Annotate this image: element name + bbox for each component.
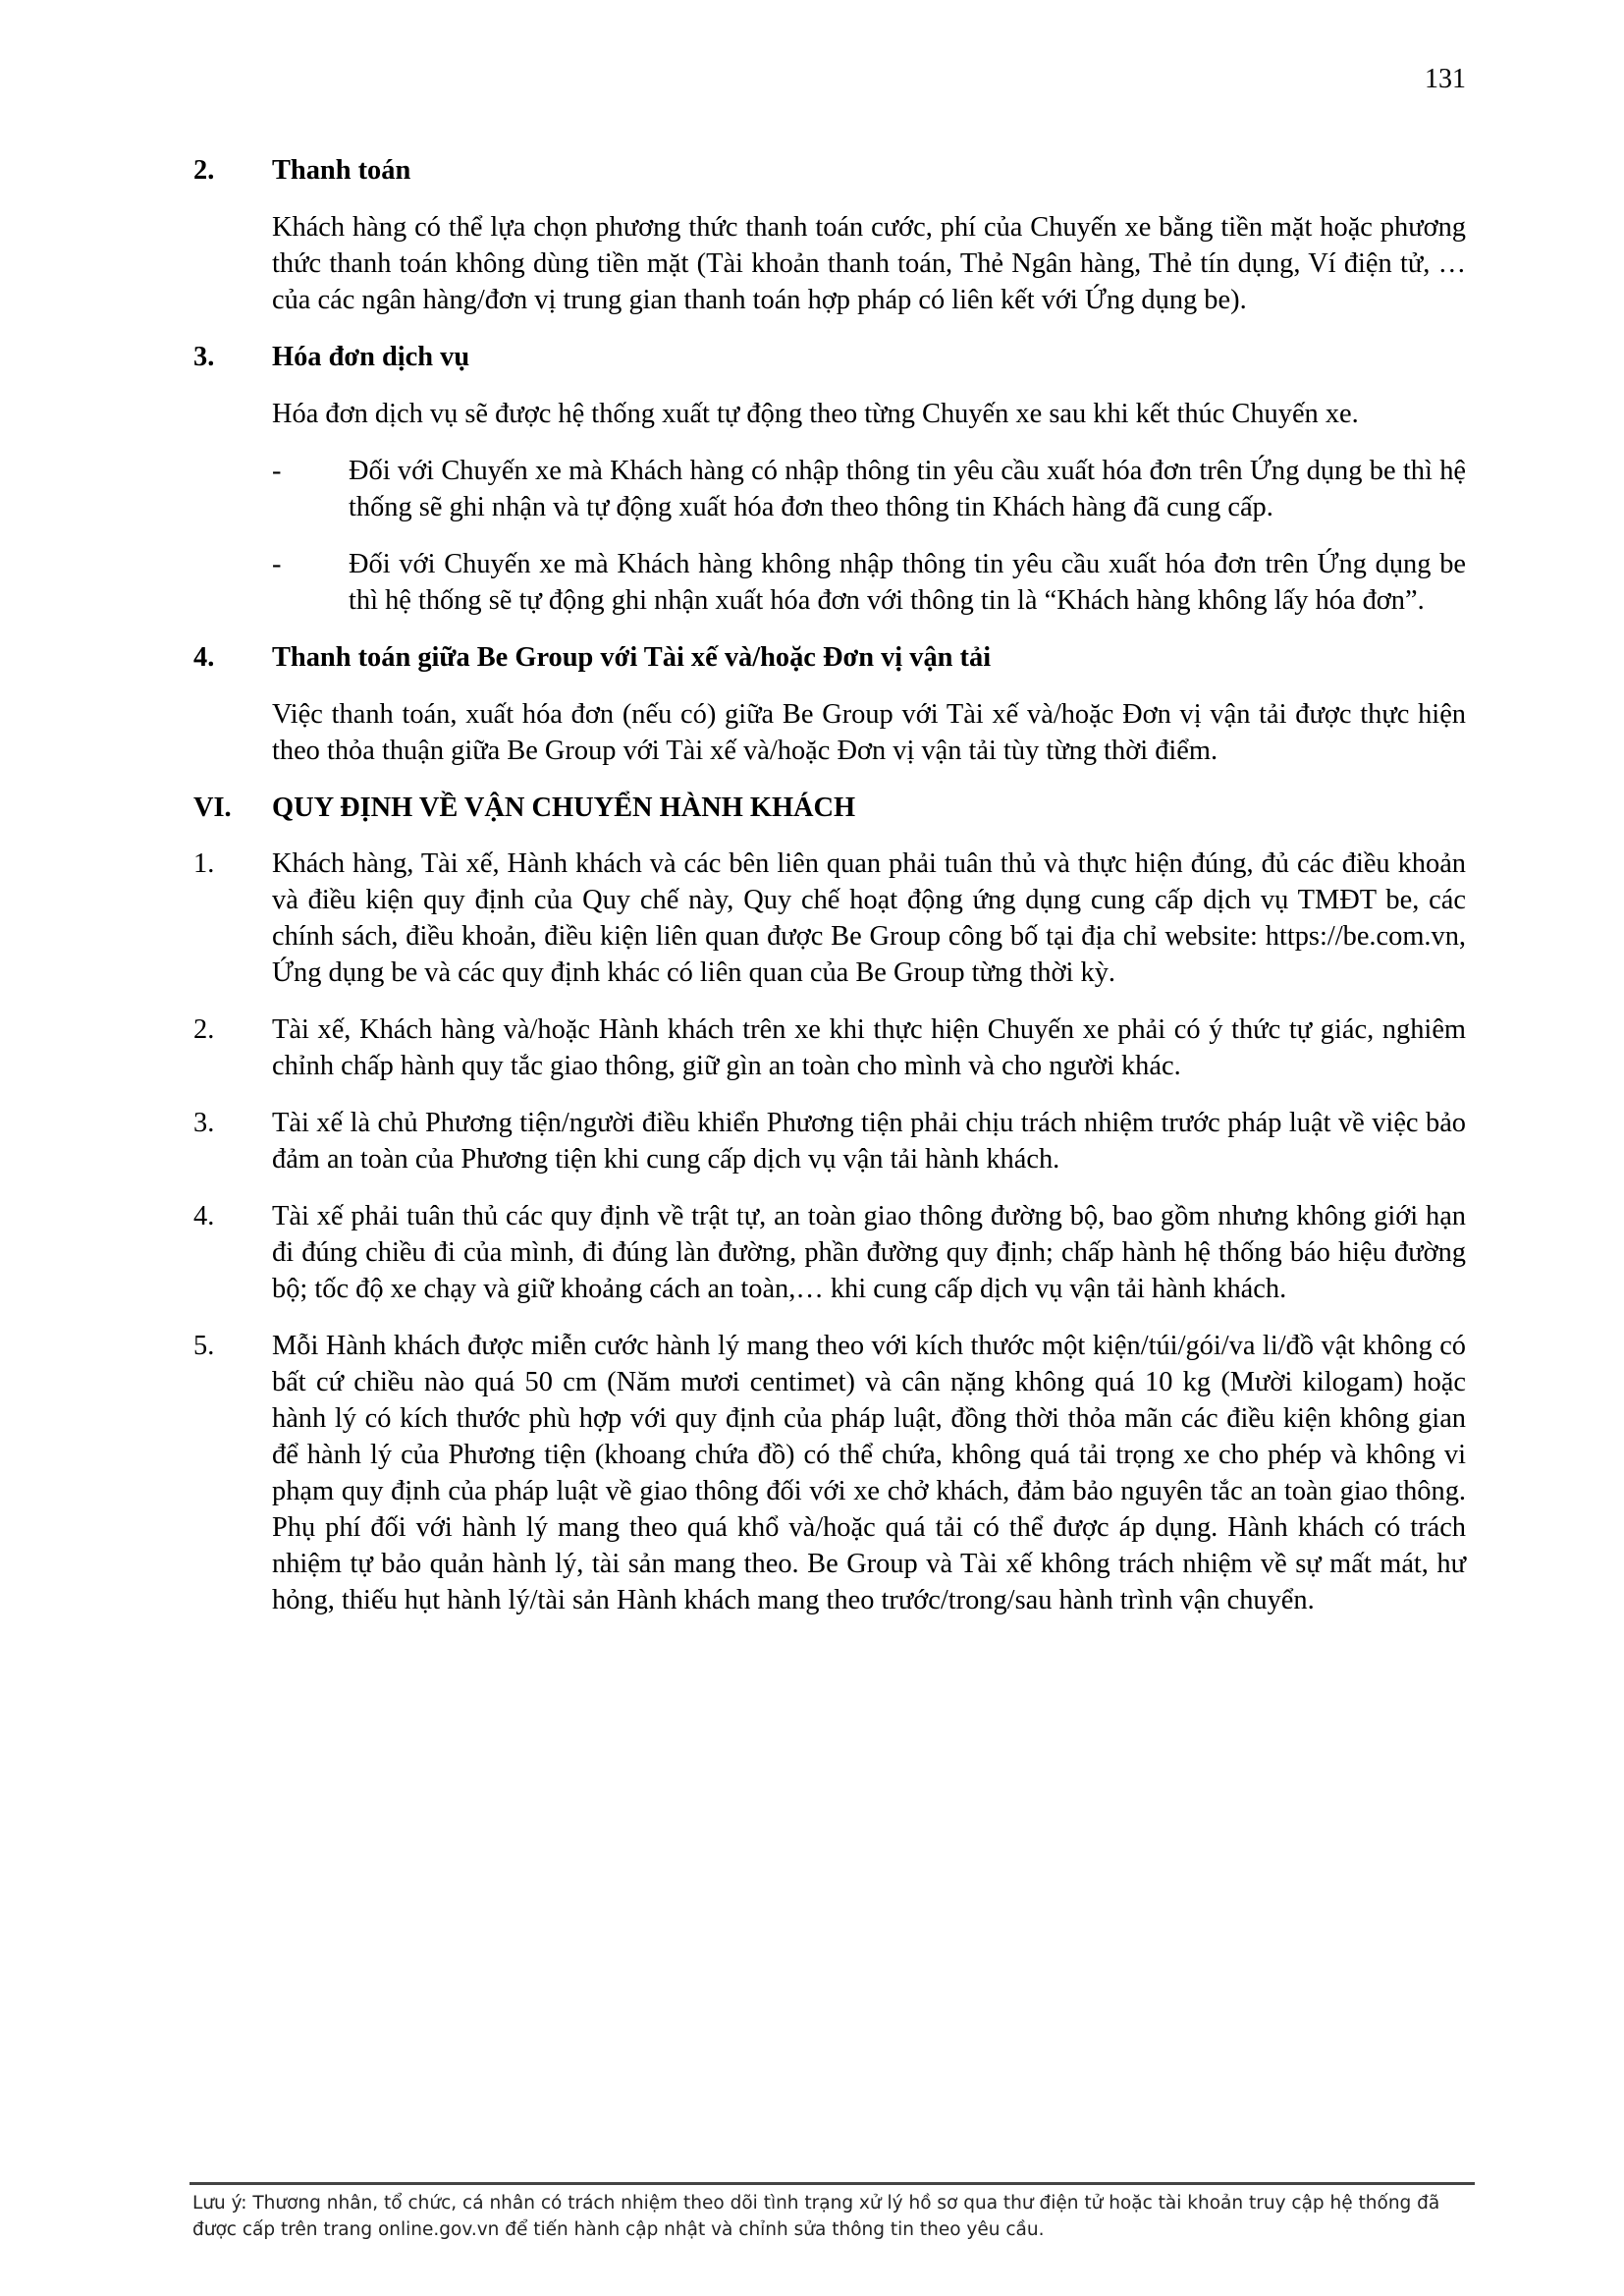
list-item xyxy=(193,546,1466,619)
section-title: Thanh toán giữa Be Group với Tài xế và/hoặc Đơn vị vận tải xyxy=(272,642,992,673)
bullet-dash: - xyxy=(272,549,282,579)
item-number: 5. xyxy=(193,1331,215,1361)
section-number: 3. xyxy=(193,342,215,372)
chapter-heading-passenger-rules xyxy=(193,790,1466,826)
item-text: Tài xế là chủ Phương tiện/người điều khiển Phương tiện phải chịu trách nhiệm trước pháp luật về việc bảo đảm an toàn của Phương tiện khi cung cấp dịch vụ vận tải hành khách. xyxy=(272,1108,1466,1175)
footer-divider xyxy=(189,2182,1475,2185)
numbered-item xyxy=(193,1105,1466,1177)
item-number: 4. xyxy=(193,1201,215,1231)
payment-paragraph: Khách hàng có thể lựa chọn phương thức thanh toán cước, phí của Chuyến xe bằng tiền mặt hoặc phương thức thanh toán không dùng tiền mặt (Tài khoản thanh toán, Thẻ Ngân hàng, Thẻ tín dụng, Ví điện tử, …của các ngân hàng/đơn vị trung gian thanh toán hợp pháp có liên kết với Ứng dụng be). xyxy=(272,212,1466,315)
section-title: Hóa đơn dịch vụ xyxy=(272,342,470,372)
numbered-item xyxy=(193,1011,1466,1084)
item-number: 1. xyxy=(193,848,215,879)
numbered-item xyxy=(193,1198,1466,1307)
section-heading-payment xyxy=(193,152,1466,189)
list-item xyxy=(193,453,1466,525)
section-number: 2. xyxy=(193,155,215,186)
item-text: Khách hàng, Tài xế, Hành khách và các bên liên quan phải tuân thủ và thực hiện đúng, đủ các điều khoản và điều kiện quy định của Quy chế này, Quy chế hoạt động ứng dụng cung cấp dịch vụ TMĐT be, các chính sách, điều khoản, điều kiện liên quan được Be Group công bố tại địa chỉ website: https://be.com.vn, Ứng dụng be và các quy định khác có liên quan của Be Group từng thời kỳ. xyxy=(272,848,1466,988)
item-text: Tài xế, Khách hàng và/hoặc Hành khách trên xe khi thực hiện Chuyến xe phải có ý thức tự giác, nghiêm chỉnh chấp hành quy tắc giao thông, giữ gìn an toàn cho mình và cho người khác. xyxy=(272,1014,1466,1081)
bullet-text: Đối với Chuyến xe mà Khách hàng không nhập thông tin yêu cầu xuất hóa đơn trên Ứng dụng be thì hệ thống sẽ tự động ghi nhận xuất hóa đơn với thông tin là “Khách hàng không lấy hóa đơn”. xyxy=(349,549,1466,616)
numbered-item xyxy=(193,846,1466,991)
chapter-title: QUY ĐỊNH VỀ VẬN CHUYỂN HÀNH KHÁCH xyxy=(272,793,856,823)
chapter-number: VI. xyxy=(193,793,232,823)
section-title: Thanh toán xyxy=(272,155,411,186)
item-number: 2. xyxy=(193,1014,215,1045)
section-heading-driver-payment xyxy=(193,639,1466,676)
item-text: Tài xế phải tuân thủ các quy định về trật tự, an toàn giao thông đường bộ, bao gồm nhưng không giới hạn đi đúng chiều đi của mình, đi đúng làn đường, phần đường quy định; chấp hành hệ thống báo hiệu đường bộ; tốc độ xe chạy và giữ khoảng cách an toàn,… khi cung cấp dịch vụ vận tải hành khách. xyxy=(272,1201,1466,1304)
numbered-item xyxy=(193,1328,1466,1618)
invoice-paragraph: Hóa đơn dịch vụ sẽ được hệ thống xuất tự động theo từng Chuyến xe sau khi kết thúc Chuyến xe. xyxy=(272,399,1359,429)
bullet-text: Đối với Chuyến xe mà Khách hàng có nhập thông tin yêu cầu xuất hóa đơn trên Ứng dụng be thì hệ thống sẽ ghi nhận và tự động xuất hóa đơn theo thông tin Khách hàng đã cung cấp. xyxy=(349,456,1466,522)
section-heading-invoice xyxy=(193,339,1466,375)
section-number: 4. xyxy=(193,642,215,673)
page-number: 131 xyxy=(1425,64,1466,94)
driver-payment-paragraph: Việc thanh toán, xuất hóa đơn (nếu có) giữa Be Group với Tài xế và/hoặc Đơn vị vận tải được thực hiện theo thỏa thuận giữa Be Group với Tài xế và/hoặc Đơn vị vận tải tùy từng thời điểm. xyxy=(272,699,1466,766)
bullet-dash: - xyxy=(272,456,282,486)
item-number: 3. xyxy=(193,1108,215,1138)
document-body xyxy=(193,152,1466,1639)
item-text: Mỗi Hành khách được miễn cước hành lý mang theo với kích thước một kiện/túi/gói/va li/đồ vật không có bất cứ chiều nào quá 50 cm (Năm mươi centimet) và cân nặng không quá 10 kg (Mười kilogam) hoặc hành lý có kích thước phù hợp với quy định của pháp luật, đồng thời thỏa mãn các điều kiện không gian để hành lý của Phương tiện (khoang chứa đồ) có thể chứa, không quá tải trọng xe cho phép và không vi phạm quy định của pháp luật về giao thông đối với xe chở khách, đảm bảo nguyên tắc an toàn giao thông. Phụ phí đối với hành lý mang theo quá khổ và/hoặc quá tải có thể được áp dụng. Hành khách có trách nhiệm tự bảo quản hành lý, tài sản mang theo. Be Group và Tài xế không trách nhiệm về sự mất mát, hư hỏng, thiếu hụt hành lý/tài sản Hành khách mang theo trước/trong/sau hành trình vận chuyển. xyxy=(272,1331,1466,1615)
footer-note: Lưu ý: Thương nhân, tổ chức, cá nhân có trách nhiệm theo dõi tình trạng xử lý hồ sơ qua thư điện tử hoặc tài khoản truy cập hệ thống đã được cấp trên trang online.gov.vn để tiến hành cập nhật và chỉnh sửa thông tin theo yêu cầu. xyxy=(192,2193,1440,2240)
